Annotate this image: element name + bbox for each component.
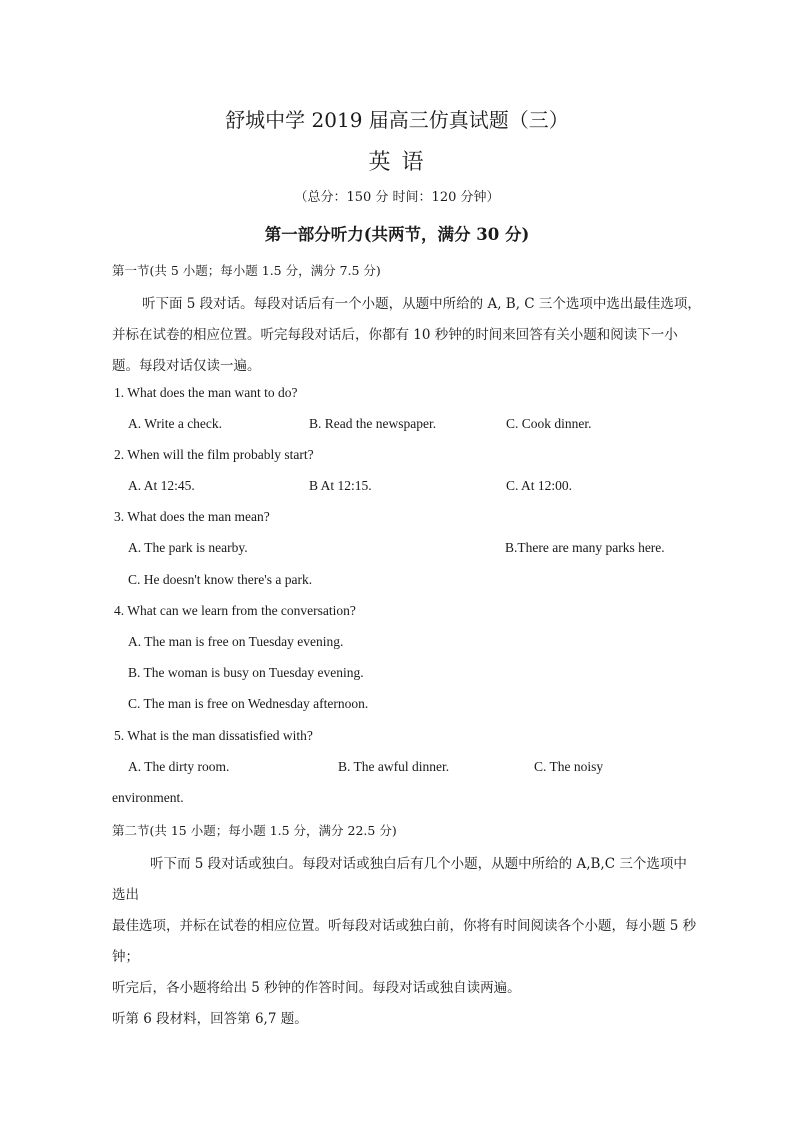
exam-title: 舒城中学 2019 届高三仿真试题（三） (225, 108, 569, 132)
section2-line: 听完后，各小题将给出 5 秒钟的作答时间。每段对话或独自读两遍。 (112, 980, 521, 996)
subject-title: 英 语 (368, 150, 426, 175)
section2-line: 选出 (112, 887, 139, 903)
option-b: B. The woman is busy on Tuesday evening. (128, 665, 364, 680)
option-a: A. The dirty room. (128, 759, 230, 774)
section2-line: 听第 6 段材料，回答第 6,7 题。 (112, 1011, 308, 1027)
exam-info: （总分：150 分 时间：120 分钟） (294, 190, 500, 205)
option-a: A. At 12:45. (128, 478, 195, 493)
option-a: A. The park is nearby. (128, 540, 248, 555)
option-b: B At 12:15. (309, 478, 372, 493)
option-b: B. The awful dinner. (338, 759, 450, 774)
section2-line: 听下而 5 段对话或独白。每段对话或独白后有几个小题，从题中所给的 A,B,C 三个选项中 (150, 856, 687, 872)
question-4: 4. What can we learn from the conversation? (114, 603, 356, 618)
option-c: C. The man is free on Wednesday afternoon. (128, 696, 369, 711)
option-c: C. At 12:00. (506, 478, 573, 493)
section1-instruction-line: 并标在试卷的相应位置。听完每段对话后，你都有 10 秒钟的时间来回答有关小题和阅读下一小 (112, 327, 678, 343)
option-c: C. The noisy (534, 759, 604, 774)
section2-heading: 第二节(共 15 小题；每小题 1.5 分，满分 22.5 分) (112, 823, 397, 838)
question-1: 1. What does the man want to do? (114, 385, 298, 400)
option-c-continued: environment. (112, 790, 184, 805)
option-b: B. Read the newspaper. (309, 416, 437, 431)
section2-line: 最佳选项，并标在试卷的相应位置。听每段对话或独白前，你将有时间阅读各个小题，每小题 5 秒 (112, 918, 697, 934)
option-c: C. Cook dinner. (506, 416, 592, 431)
question-5: 5. What is the man dissatisfied with? (114, 728, 313, 743)
option-c: C. He doesn't know there's a park. (128, 572, 313, 587)
option-a: A. The man is free on Tuesday evening. (128, 634, 344, 649)
option-a: A. Write a check. (128, 416, 223, 431)
part-heading: 第一部分听力(共两节，满分 30 分) (264, 225, 530, 244)
section2-line: 钟； (112, 949, 139, 965)
section1-heading: 第一节(共 5 小题；每小题 1.5 分，满分 7.5 分) (112, 263, 381, 278)
question-2: 2. When will the film probably start? (114, 447, 314, 462)
section1-instruction-line: 听下面 5 段对话。每段对话后有一个小题，从题中所给的 A, B, C 三个选项中选出最佳选项， (142, 296, 701, 312)
option-b: B.There are many parks here. (505, 540, 665, 555)
question-3: 3. What does the man mean? (114, 509, 270, 524)
section1-instruction-line: 题。每段对话仅读一遍。 (112, 358, 261, 374)
